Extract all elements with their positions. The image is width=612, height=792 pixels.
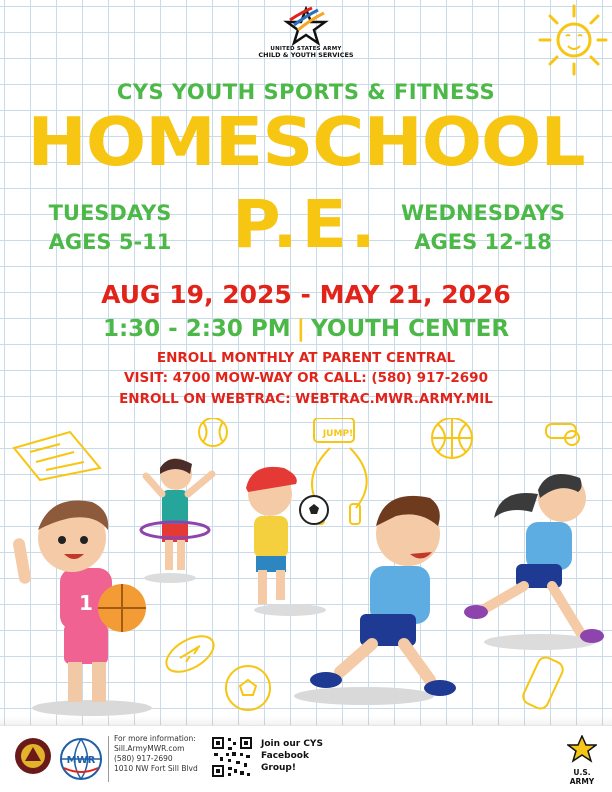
basketball-doodle-icon: [432, 418, 472, 458]
kid-running-boy: [310, 496, 456, 696]
facebook-group-callout: [261, 738, 341, 774]
kid-running-girl: [464, 474, 604, 643]
soccer-doodle-icon: [226, 666, 270, 710]
join-line-1: Join our CYS: [261, 739, 323, 749]
info-website: Sill.ArmyMWR.com: [114, 744, 185, 753]
right-ages: AGES 12-18: [414, 230, 552, 254]
join-line-3: Group!: [261, 763, 296, 773]
us-army-logo: [562, 735, 602, 786]
army-label: U.S. ARMY: [569, 768, 595, 786]
time-text: 1:30 - 2:30 PM: [102, 316, 291, 342]
tuesday-schedule: [30, 199, 190, 257]
footer-divider: [108, 736, 109, 782]
whistle-doodle-icon: [546, 424, 579, 445]
wednesday-schedule: [388, 199, 578, 257]
date-range: AUG 19, 2025 - MAY 21, 2026: [101, 280, 511, 309]
logo-line-1: UNITED STATES ARMY: [270, 46, 342, 52]
enroll-info-2: VISIT: 4700 MOW-WAY OR CALL: (580) 917-2690: [124, 370, 488, 386]
mwr-logo: [58, 736, 104, 786]
kids-sports-illustration: [0, 418, 612, 724]
star-logo-icon: [282, 6, 330, 46]
separator: |: [296, 316, 306, 342]
info-address: 1010 NW Fort Sill Blvd: [114, 764, 198, 773]
mwr-text: MWR: [66, 755, 96, 766]
info-heading: For more information:: [114, 734, 196, 743]
contact-info: [114, 734, 206, 774]
mwr-globe-icon: [58, 736, 104, 782]
enroll-info-1: ENROLL MONTHLY AT PARENT CENTRAL: [156, 350, 456, 366]
baseball-doodle-icon: [199, 418, 227, 446]
garrison-seal-icon: [14, 737, 52, 775]
kid-hula-hoop: [141, 458, 212, 570]
right-day: WEDNESDAYS: [401, 201, 565, 225]
left-day: TUESDAYS: [48, 201, 172, 225]
location-text: YOUTH CENTER: [311, 316, 510, 342]
water-bottle-doodle-icon: [521, 655, 566, 711]
army-star-icon: [567, 735, 597, 763]
playbook-doodle-icon: [14, 432, 100, 480]
program-subtitle: CYS YOUTH SPORTS & FITNESS: [116, 80, 496, 104]
join-line-2: Facebook: [261, 751, 309, 761]
jersey-number: 1: [79, 591, 93, 615]
kid-basketball: [12, 501, 146, 702]
info-phone: (580) 917-2690: [114, 754, 173, 763]
football-doodle-icon: [160, 629, 219, 679]
jump-rope-label: JUMP!: [322, 429, 354, 439]
kid-soccer: [246, 467, 328, 604]
cys-logo: [256, 6, 356, 68]
sun-icon: [530, 2, 610, 80]
program-title: HOMESCHOOL: [27, 103, 585, 181]
enroll-info-3: ENROLL ON WEBTRAC: WEBTRAC.MWR.ARMY.MIL: [119, 391, 493, 407]
qr-code-icon[interactable]: [210, 735, 254, 779]
time-location: [0, 316, 612, 342]
program-title-pe: P.E.: [232, 186, 380, 263]
left-ages: AGES 5-11: [48, 230, 172, 254]
logo-line-2: CHILD & YOUTH SERVICES: [258, 51, 354, 59]
